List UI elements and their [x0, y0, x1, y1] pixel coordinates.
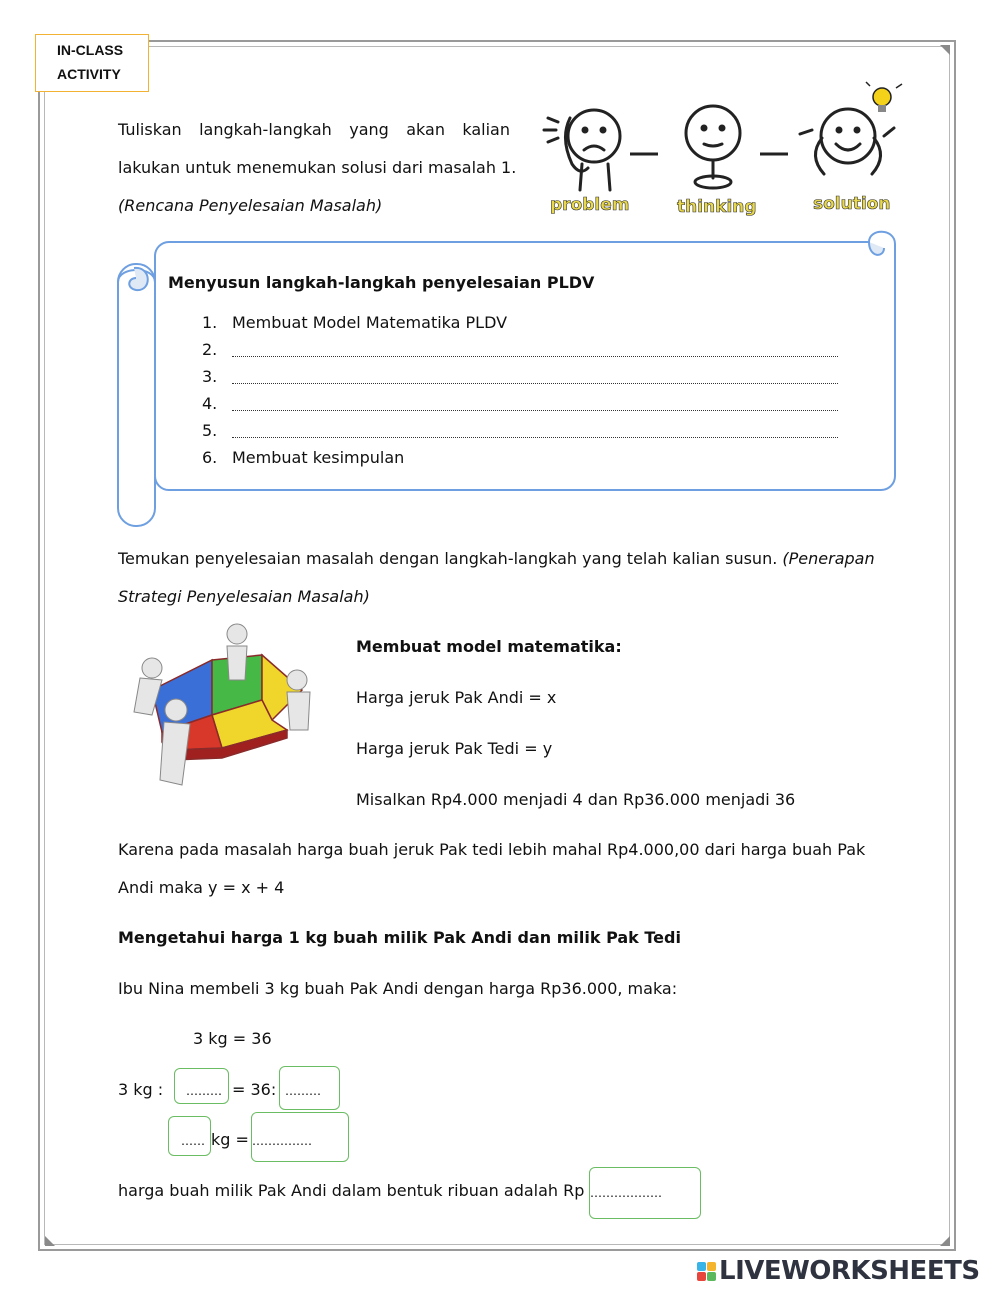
illustration-label-solution: solution [813, 194, 891, 214]
section2-heading: Mengetahui harga 1 kg buah milik Pak Andi dan milik Pak Tedi [118, 928, 681, 947]
neutral-face-icon [686, 106, 740, 188]
badge-line-2: ACTIVITY [57, 66, 121, 82]
intro-line-1 [118, 120, 510, 140]
logo-tile [707, 1272, 716, 1281]
apply-line-2: Strategi Penyelesaian Masalah) [118, 587, 370, 606]
logo-tile [697, 1272, 706, 1281]
model-line-2: Harga jeruk Pak Tedi = y [356, 739, 553, 758]
step-number: 6. [202, 448, 218, 467]
final-line-prefix: harga buah milik Pak Andi dalam bentuk ribuan adalah Rp [118, 1181, 585, 1200]
step-item [202, 340, 232, 359]
step-item [202, 367, 232, 386]
step-item [202, 394, 232, 413]
step-3-answer-line[interactable] [232, 383, 838, 384]
apply-line-1-plain: Temukan penyelesaian masalah dengan langkah-langkah yang telah kalian susun. [118, 549, 778, 568]
apply-line-1 [118, 549, 875, 569]
badge-line-1: IN-CLASS [57, 42, 124, 58]
step-number: 2. [202, 340, 218, 359]
logo-tiles-icon [697, 1262, 716, 1281]
logo-tile [707, 1262, 716, 1271]
section2-line-1: Ibu Nina membeli 3 kg buah Pak Andi dengan harga Rp36.000, maka: [118, 979, 678, 998]
intro-word: kalian [462, 120, 510, 139]
intro-word: akan [406, 120, 445, 139]
scroll-title: Menyusun langkah-langkah penyelesaian PLDV [168, 273, 595, 292]
intro-word: yang [349, 120, 389, 139]
in-class-activity-badge [35, 34, 149, 92]
model-line-3: Misalkan Rp4.000 menjadi 4 dan Rp36.000 menjadi 36 [356, 790, 796, 809]
equation-2-mid: = 36: [232, 1080, 277, 1099]
answer-placeholder: …… [181, 1134, 205, 1148]
step-item [202, 421, 232, 440]
sad-face-icon [544, 110, 620, 190]
frame-corner [45, 1236, 55, 1246]
step-number: 1. [202, 313, 218, 332]
reason-line-2: Andi maka y = x + 4 [118, 878, 285, 897]
step-number: 5. [202, 421, 218, 440]
step-number: 4. [202, 394, 218, 413]
step-item [202, 448, 404, 467]
logo-text: LIVEWORKSHEETS [719, 1256, 980, 1286]
frame-corner [940, 45, 950, 55]
lightbulb-icon [866, 82, 902, 112]
intro-word: langkah-langkah [199, 120, 332, 139]
equation-2-prefix: 3 kg : [118, 1080, 164, 1099]
logo-tile [697, 1262, 706, 1271]
answer-placeholder: ……… [285, 1084, 321, 1098]
reason-line-1: Karena pada masalah harga buah jeruk Pak tedi lebih mahal Rp4.000,00 dari harga buah Pak [118, 840, 866, 859]
answer-placeholder: ……… [186, 1084, 222, 1098]
liveworksheets-logo [697, 1256, 980, 1286]
equation-1: 3 kg = 36 [193, 1029, 272, 1048]
intro-line-3: (Rencana Penyelesaian Masalah) [118, 196, 383, 215]
intro-word: Tuliskan [118, 120, 182, 139]
illustration-label-problem: problem [550, 195, 630, 215]
step-text: Membuat Model Matematika PLDV [232, 313, 508, 332]
step-item [202, 313, 507, 332]
equation-3-mid: kg = [211, 1130, 249, 1149]
apply-line-1-italic: (Penerapan [782, 549, 875, 568]
model-line-1: Harga jeruk Pak Andi = x [356, 688, 557, 707]
step-5-answer-line[interactable] [232, 437, 838, 438]
model-heading: Membuat model matematika: [356, 637, 622, 656]
step-2-answer-line[interactable] [232, 356, 838, 357]
puzzle-teamwork-illustration [112, 620, 322, 795]
step-text: Membuat kesimpulan [232, 448, 405, 467]
step-4-answer-line[interactable] [232, 410, 838, 411]
illustration-label-thinking: thinking [677, 197, 757, 217]
answer-placeholder: ……………… [590, 1186, 662, 1200]
intro-line-2: lakukan untuk menemukan solusi dari masalah 1. [118, 158, 517, 177]
step-number: 3. [202, 367, 218, 386]
frame-corner [940, 1236, 950, 1246]
happy-face-icon [800, 109, 894, 174]
problem-thinking-solution-illustration [530, 78, 910, 228]
answer-placeholder: …………… [252, 1134, 312, 1148]
